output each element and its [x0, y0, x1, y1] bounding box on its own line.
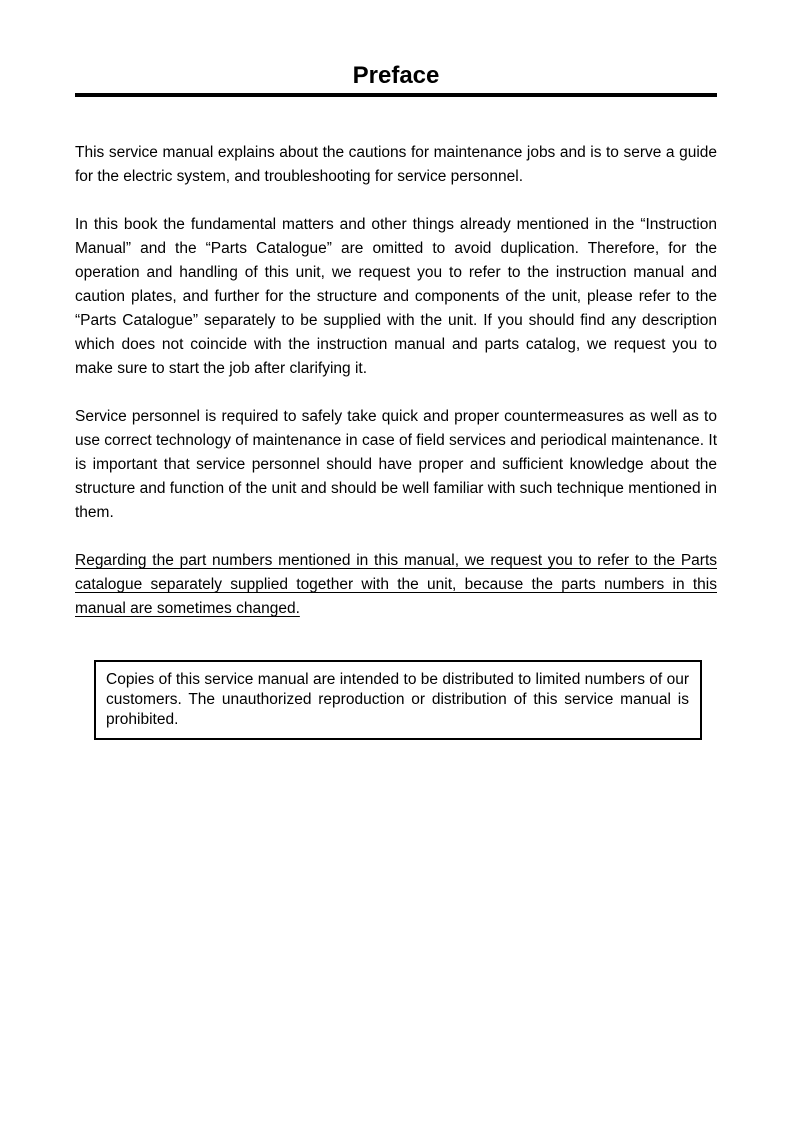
paragraph-purpose: This service manual explains about the cautions for maintenance jobs and is to serve a guide for the electric system, and troubleshooting for service personnel.	[75, 144, 717, 185]
title-underline-rule	[75, 93, 717, 97]
copyright-notice-text: Copies of this service manual are intended to be distributed to limited numbers of our customers. The unauthorized reproduction or distribution of this service manual is prohibited.	[106, 671, 689, 728]
paragraph-part-numbers-notice: Regarding the part numbers mentioned in this manual, we request you to refer to the Parts catalogue separately supplied together with the unit, because the parts numbers in this manual are sometimes changed.	[75, 552, 717, 617]
page-title: Preface	[352, 62, 440, 89]
copyright-notice-box	[94, 660, 702, 740]
paragraph-references: In this book the fundamental matters and other things already mentioned in the “Instruction Manual” and the “Parts Catalogue” are omitted to avoid duplication. Therefore, for the operation and handling of this unit, we request you to refer to the instruction manual and caution plates, and further for the structure and components of the unit, please refer to the “Parts Catalogue” separately to be supplied with the unit. If you should find any description which does not coincide with the instruction manual and parts catalog, we request you to make sure to start the job after clarifying it.	[75, 216, 717, 377]
paragraph-service-personnel: Service personnel is required to safely take quick and proper countermeasures as well as to use correct technology of maintenance in case of field services and periodical maintenance. It is important that service personnel should have proper and sufficient knowledge about the structure and function of the unit and should be well familiar with such technique mentioned in them.	[75, 408, 717, 521]
